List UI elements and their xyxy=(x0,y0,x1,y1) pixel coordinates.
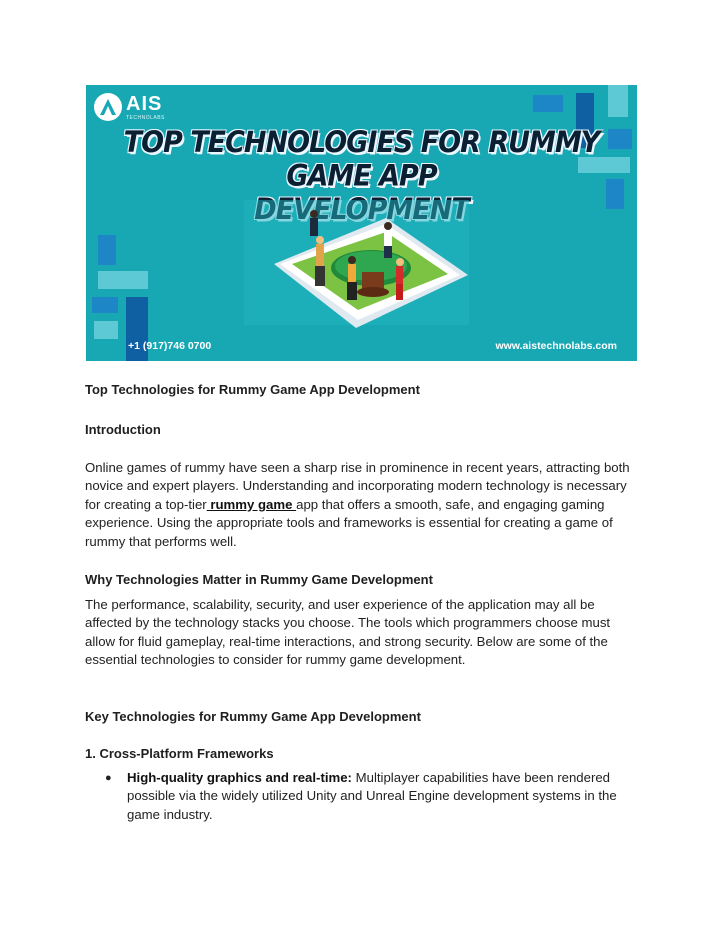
logo-a-icon xyxy=(94,93,122,121)
ais-logo xyxy=(94,93,165,121)
decor-tile xyxy=(98,235,116,265)
bullet-icon: ● xyxy=(105,772,112,784)
logo-subtext: TECHNOLABS xyxy=(126,114,165,121)
decor-tile xyxy=(533,95,563,112)
banner-title-line1: TOP TECHNOLOGIES FOR RUMMY GAME APP xyxy=(123,126,600,194)
document-title: Top Technologies for Rummy Game App Development xyxy=(85,382,420,397)
intro-text-start: Online games of rummy have seen a sharp rise in prominence in recent years, attracting both novice and expert players. Understanding and incorporating modern technology is necessary for creating a top-tier xyxy=(85,460,630,512)
bullet-strong-text: High-quality graphics and real-time: xyxy=(127,770,352,785)
cross-platform-heading: 1. Cross-Platform Frameworks xyxy=(85,746,274,761)
decor-tile xyxy=(92,297,118,313)
decor-tile xyxy=(98,271,148,289)
introduction-paragraph xyxy=(85,459,637,551)
phone-card-table-illustration xyxy=(236,200,486,340)
logo-text: AIS xyxy=(126,92,163,115)
rummy-game-link[interactable]: rummy game xyxy=(206,496,297,512)
key-technologies-heading: Key Technologies for Rummy Game App Development xyxy=(85,709,421,724)
cross-platform-bullet-list xyxy=(85,769,640,824)
bullet-text: Multiplayer capabilities have been rendered possible via the widely utilized Unity and Unreal Engine development systems in the game industry. xyxy=(127,770,617,822)
introduction-heading: Introduction xyxy=(85,422,161,437)
hero-banner xyxy=(86,85,637,361)
decor-tile xyxy=(608,85,628,117)
intro-text-end: app that offers a smooth, safe, and engaging gaming experience. Using the appropriate tools and frameworks is essential for creating a game of rummy that performs well. xyxy=(85,496,613,549)
decor-tile xyxy=(94,321,118,339)
banner-phone-number: +1 (917)746 0700 xyxy=(128,340,212,352)
why-technologies-heading: Why Technologies Matter in Rummy Game Development xyxy=(85,572,433,587)
banner-website: www.aistechnolabs.com xyxy=(495,340,617,352)
why-technologies-paragraph: The performance, scalability, security, and user experience of the application may all be affected by the technology stacks you choose. The tools which programmers choose must allow for fluid gameplay, real-time interactions, and strong security. Below are some of the essential technologies to consider for rummy game development. xyxy=(85,597,611,668)
list-item xyxy=(85,769,640,824)
